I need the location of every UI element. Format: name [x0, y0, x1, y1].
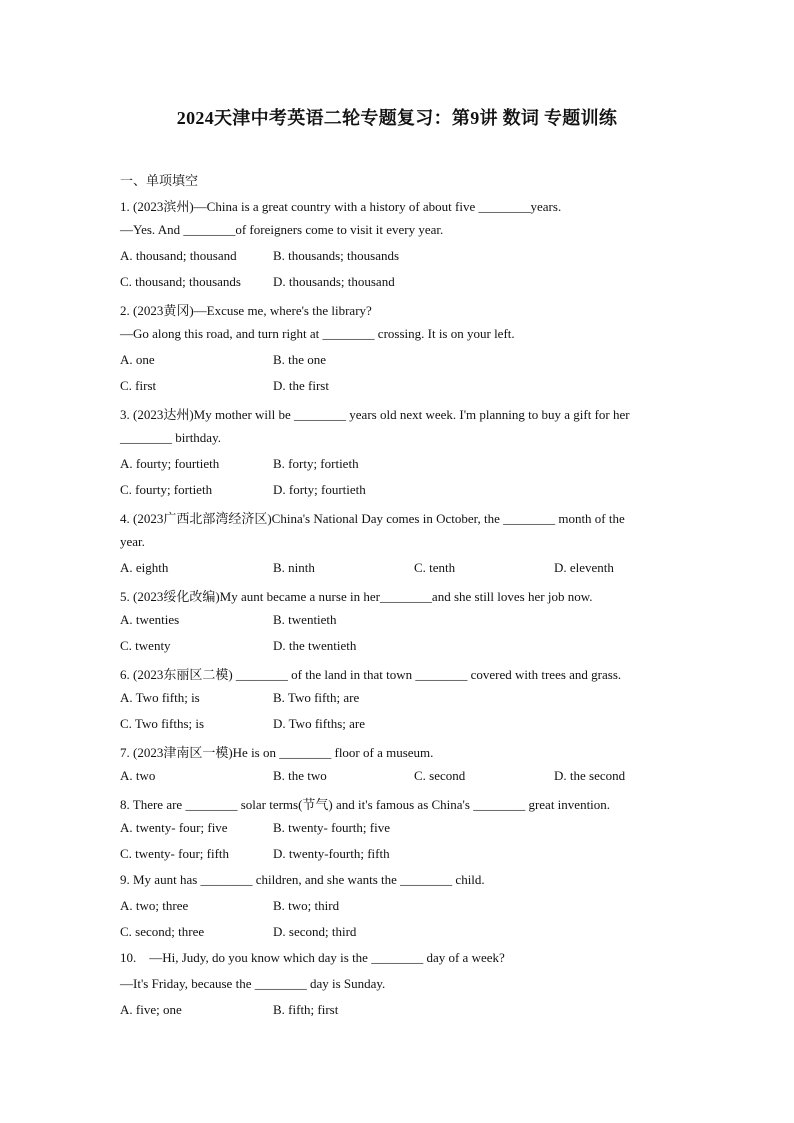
question-4-option-a: A. eighth — [120, 560, 169, 575]
question-6-line-1: 6. (2023东丽区二模) ________ of the land in that town ________ covered with trees and grass. — [120, 667, 622, 682]
question-8-line-1: 8. There are ________ solar terms(节气) and it's famous as China's ________ great invention. — [120, 797, 611, 812]
page-title: 2024天津中考英语二轮专题复习：第9讲 数词 专题训练 — [176, 108, 618, 128]
question-3-line-1: 3. (2023达州)My mother will be ________ years old next week. I'm planning to buy a gift for her — [120, 407, 630, 422]
question-10-option-b: B. fifth; first — [273, 1002, 339, 1017]
question-9-option-b: B. two; third — [273, 898, 340, 913]
question-4-line-2: year. — [120, 534, 145, 549]
question-8-option-a: A. twenty- four; five — [120, 820, 228, 835]
question-3-option-c: C. fourty; fortieth — [120, 482, 213, 497]
question-6-option-d: D. Two fifths; are — [273, 716, 365, 731]
question-3-option-a: A. fourty; fourtieth — [120, 456, 220, 471]
question-9-line-1: 9. My aunt has ________ children, and she wants the ________ child. — [120, 872, 485, 887]
question-2-option-d: D. the first — [273, 378, 329, 393]
question-3-line-2: ________ birthday. — [120, 430, 221, 445]
question-10-line-1: 10. —Hi, Judy, do you know which day is the ________ day of a week? — [120, 950, 505, 965]
section-heading: 一、单项填空 — [120, 173, 199, 188]
question-4-option-d: D. eleventh — [554, 560, 614, 575]
question-5-option-a: A. twenties — [120, 612, 180, 627]
question-1-line-1: 1. (2023滨州)—China is a great country with a history of about five ________years. — [120, 199, 562, 214]
question-7-option-b: B. the two — [273, 768, 327, 783]
question-1-option-a: A. thousand; thousand — [120, 248, 237, 263]
question-9-option-c: C. second; three — [120, 924, 205, 939]
question-6-option-a: A. Two fifth; is — [120, 690, 200, 705]
question-7-option-a: A. two — [120, 768, 156, 783]
question-5-line-1: 5. (2023绥化改编)My aunt became a nurse in her________and she still loves her job now. — [120, 589, 593, 604]
question-6-option-c: C. Two fifths; is — [120, 716, 205, 731]
question-7-line-1: 7. (2023津南区一模)He is on ________ floor of a museum. — [120, 745, 434, 760]
question-4-option-c: C. tenth — [414, 560, 456, 575]
question-6-option-b: B. Two fifth; are — [273, 690, 360, 705]
question-10-line-2: —It's Friday, because the ________ day is Sunday. — [120, 976, 386, 991]
question-2-line-2: —Go along this road, and turn right at ________ crossing. It is on your left. — [120, 326, 515, 341]
question-8-option-d: D. twenty-fourth; fifth — [273, 846, 390, 861]
question-9-option-d: D. second; third — [273, 924, 357, 939]
question-8-option-b: B. twenty- fourth; five — [273, 820, 390, 835]
question-5-option-c: C. twenty — [120, 638, 171, 653]
question-7-option-c: C. second — [414, 768, 466, 783]
question-4-line-1: 4. (2023广西北部湾经济区)China's National Day comes in October, the ________ month of the — [120, 511, 625, 526]
question-3-option-d: D. forty; fourtieth — [273, 482, 366, 497]
question-1-option-c: C. thousand; thousands — [120, 274, 241, 289]
question-3-option-b: B. forty; fortieth — [273, 456, 359, 471]
question-5-option-b: B. twentieth — [273, 612, 337, 627]
question-2-option-b: B. the one — [273, 352, 327, 367]
question-1-option-b: B. thousands; thousands — [273, 248, 400, 263]
question-10-option-a: A. five; one — [120, 1002, 182, 1017]
question-2-line-1: 2. (2023黄冈)—Excuse me, where's the library? — [120, 303, 372, 318]
question-7-option-d: D. the second — [554, 768, 626, 783]
question-5-option-d: D. the twentieth — [273, 638, 357, 653]
question-2-option-a: A. one — [120, 352, 155, 367]
question-1-line-2: —Yes. And ________of foreigners come to visit it every year. — [120, 222, 444, 237]
question-4-option-b: B. ninth — [273, 560, 315, 575]
question-1-option-d: D. thousands; thousand — [273, 274, 395, 289]
question-2-option-c: C. first — [120, 378, 157, 393]
question-8-option-c: C. twenty- four; fifth — [120, 846, 230, 861]
question-9-option-a: A. two; three — [120, 898, 189, 913]
